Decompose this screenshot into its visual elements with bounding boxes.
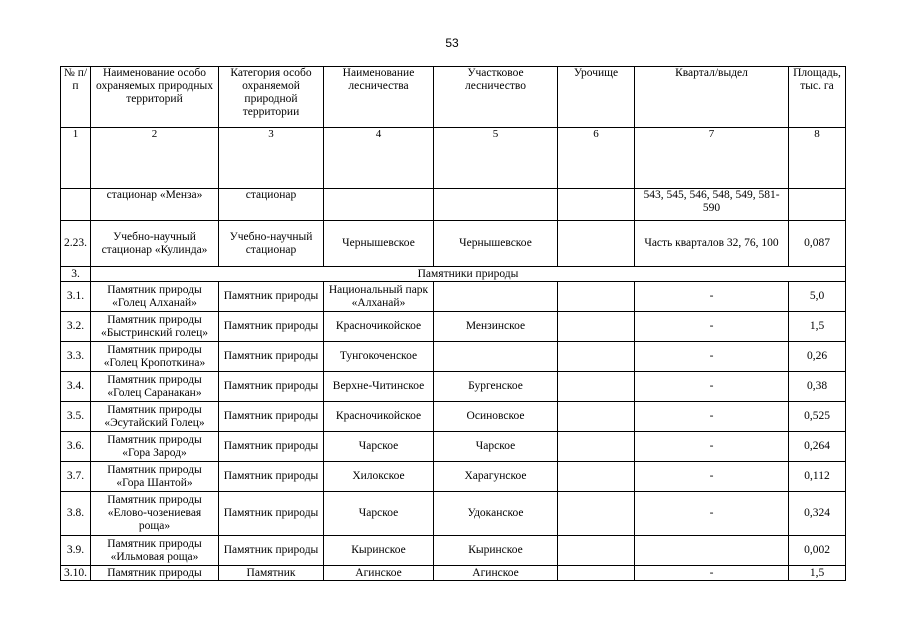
- cell-num: 3.4.: [61, 372, 91, 402]
- cell-name: Памятник природы «Гора Шантой»: [91, 462, 219, 492]
- cell-name: Памятник природы «Голец Саранакан»: [91, 372, 219, 402]
- cell-district: Чернышевское: [434, 221, 558, 267]
- protected-areas-table: [60, 66, 846, 581]
- cell-forestry: Красночикойское: [324, 312, 434, 342]
- cell-forestry: Чернышевское: [324, 221, 434, 267]
- cell-num: 3.8.: [61, 492, 91, 536]
- cell-category: Памятник природы: [219, 372, 324, 402]
- cell-category: Памятник природы: [219, 432, 324, 462]
- table-row: [61, 492, 846, 536]
- cell-district: [434, 282, 558, 312]
- cell-area: 1,5: [789, 312, 846, 342]
- cell-forestry: Агинское: [324, 566, 434, 581]
- cell-area: 0,38: [789, 372, 846, 402]
- header-cell-tract: Урочище: [558, 67, 635, 128]
- cell-tract: [558, 372, 635, 402]
- header-cell-name: Наименование особо охраняемых природных территорий: [91, 67, 219, 128]
- cell-category: Учебно-научный стационар: [219, 221, 324, 267]
- cell-area: 0,087: [789, 221, 846, 267]
- cell-district: Чарское: [434, 432, 558, 462]
- header-cell-area: Площадь, тыс. га: [789, 67, 846, 128]
- cell-num: 3.5.: [61, 402, 91, 432]
- table-row: [61, 536, 846, 566]
- column-number: 1: [61, 128, 91, 189]
- cell-forestry: [324, 189, 434, 221]
- cell-num: 3.7.: [61, 462, 91, 492]
- table-row: [61, 282, 846, 312]
- table-row: [61, 462, 846, 492]
- header-cell-num: № п/п: [61, 67, 91, 128]
- cell-forestry: Кыринское: [324, 536, 434, 566]
- cell-area: 0,324: [789, 492, 846, 536]
- cell-district: Кыринское: [434, 536, 558, 566]
- section-row: [61, 267, 846, 282]
- cell-quarter: -: [635, 432, 789, 462]
- cell-category: Памятник природы: [219, 402, 324, 432]
- cell-district: Мензинское: [434, 312, 558, 342]
- cell-category: стационар: [219, 189, 324, 221]
- cell-tract: [558, 462, 635, 492]
- table-row: [61, 189, 846, 221]
- cell-tract: [558, 282, 635, 312]
- cell-name: Памятник природы «Гора Зарод»: [91, 432, 219, 462]
- cell-district: Агинское: [434, 566, 558, 581]
- column-number-row: [61, 128, 846, 189]
- table-row: [61, 312, 846, 342]
- header-cell-quarter: Квартал/выдел: [635, 67, 789, 128]
- cell-area: 0,264: [789, 432, 846, 462]
- column-number: 3: [219, 128, 324, 189]
- cell-num: 3.3.: [61, 342, 91, 372]
- cell-num: 3.10.: [61, 566, 91, 581]
- cell-tract: [558, 536, 635, 566]
- table-row: [61, 566, 846, 581]
- cell-category: Памятник: [219, 566, 324, 581]
- cell-name: Памятник природы «Эсутайский Голец»: [91, 402, 219, 432]
- cell-quarter: -: [635, 566, 789, 581]
- cell-num: 2.23.: [61, 221, 91, 267]
- cell-category: Памятник природы: [219, 282, 324, 312]
- cell-area: [789, 189, 846, 221]
- cell-name: Учебно-научный стационар «Кулинда»: [91, 221, 219, 267]
- page-number: 53: [445, 36, 459, 50]
- header-cell-forestry: Наименование лесничества: [324, 67, 434, 128]
- cell-tract: [558, 492, 635, 536]
- header-cell-district: Участковое лесничество: [434, 67, 558, 128]
- cell-quarter: [635, 536, 789, 566]
- cell-quarter: -: [635, 492, 789, 536]
- cell-quarter: -: [635, 312, 789, 342]
- cell-district: Бургенское: [434, 372, 558, 402]
- column-number: 8: [789, 128, 846, 189]
- cell-tract: [558, 432, 635, 462]
- cell-quarter: -: [635, 342, 789, 372]
- cell-district: [434, 342, 558, 372]
- cell-num: 3.6.: [61, 432, 91, 462]
- cell-name: Памятник природы «Голец Алханай»: [91, 282, 219, 312]
- table-row: [61, 342, 846, 372]
- cell-name: Памятник природы «Ильмовая роща»: [91, 536, 219, 566]
- cell-quarter: -: [635, 402, 789, 432]
- cell-area: 0,26: [789, 342, 846, 372]
- column-number: 4: [324, 128, 434, 189]
- cell-name: стационар «Менза»: [91, 189, 219, 221]
- cell-area: 1,5: [789, 566, 846, 581]
- cell-tract: [558, 312, 635, 342]
- table-row: [61, 221, 846, 267]
- cell-area: 0,112: [789, 462, 846, 492]
- column-number: 2: [91, 128, 219, 189]
- cell-num: [61, 189, 91, 221]
- table-row: [61, 432, 846, 462]
- cell-category: Памятник природы: [219, 462, 324, 492]
- cell-tract: [558, 402, 635, 432]
- cell-forestry: Чарское: [324, 432, 434, 462]
- cell-category: Памятник природы: [219, 492, 324, 536]
- cell-name: Памятник природы: [91, 566, 219, 581]
- column-number: 5: [434, 128, 558, 189]
- cell-num: 3.1.: [61, 282, 91, 312]
- cell-forestry: Тунгокоченское: [324, 342, 434, 372]
- cell-forestry: Красночикойское: [324, 402, 434, 432]
- cell-district: Удоканское: [434, 492, 558, 536]
- cell-quarter: -: [635, 372, 789, 402]
- header-row: [61, 67, 846, 128]
- cell-area: 0,525: [789, 402, 846, 432]
- cell-name: Памятник природы «Голец Кропоткина»: [91, 342, 219, 372]
- section-title: Памятники природы: [91, 267, 846, 282]
- cell-tract: [558, 189, 635, 221]
- cell-forestry: Национальный парк «Алханай»: [324, 282, 434, 312]
- cell-category: Памятник природы: [219, 342, 324, 372]
- cell-tract: [558, 566, 635, 581]
- cell-name: Памятник природы «Быстринский голец»: [91, 312, 219, 342]
- cell-forestry: Чарское: [324, 492, 434, 536]
- cell-district: Осиновское: [434, 402, 558, 432]
- cell-tract: [558, 221, 635, 267]
- cell-area: 0,002: [789, 536, 846, 566]
- cell-quarter: Часть кварталов 32, 76, 100: [635, 221, 789, 267]
- cell-district: Харагунское: [434, 462, 558, 492]
- cell-category: Памятник природы: [219, 312, 324, 342]
- cell-forestry: Хилокское: [324, 462, 434, 492]
- cell-forestry: Верхне-Читинское: [324, 372, 434, 402]
- cell-tract: [558, 342, 635, 372]
- section-num: 3.: [61, 267, 91, 282]
- table-row: [61, 402, 846, 432]
- table-row: [61, 372, 846, 402]
- cell-district: [434, 189, 558, 221]
- cell-area: 5,0: [789, 282, 846, 312]
- header-cell-category: Категория особо охраняемой природной территории: [219, 67, 324, 128]
- column-number: 7: [635, 128, 789, 189]
- cell-quarter: -: [635, 282, 789, 312]
- cell-category: Памятник природы: [219, 536, 324, 566]
- cell-name: Памятник природы «Елово-чозениевая роща»: [91, 492, 219, 536]
- cell-num: 3.2.: [61, 312, 91, 342]
- cell-quarter: -: [635, 462, 789, 492]
- column-number: 6: [558, 128, 635, 189]
- cell-num: 3.9.: [61, 536, 91, 566]
- cell-quarter: 543, 545, 546, 548, 549, 581-590: [635, 189, 789, 221]
